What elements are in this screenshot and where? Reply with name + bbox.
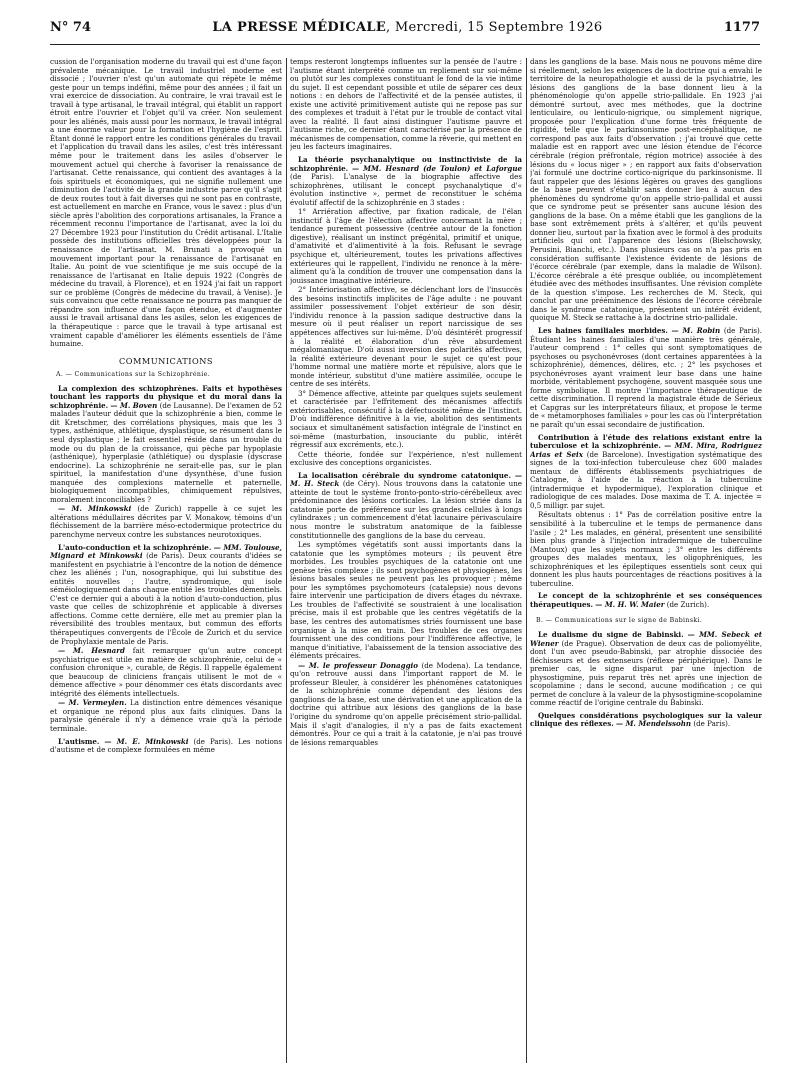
abstract-title: Le dualisme du signe de Babinski. [538, 630, 684, 639]
abstract-title: Contribution à l'étude des relations existant entre la tuberculose et la schizophrénie. [530, 432, 762, 451]
issue-number: N° 74 [50, 20, 91, 35]
abstract-paragraph [290, 662, 522, 747]
abstract-author: — M. Hesnard [58, 646, 125, 656]
abstract-paragraph [530, 712, 762, 729]
subsection-heading: B. — Communications sur le signe de Babinski. [536, 617, 703, 625]
abstract-author: — M. Mendelssohn [616, 719, 692, 729]
column-divider [286, 58, 287, 1063]
issue-date: Mercredi, 15 Septembre 1926 [394, 20, 603, 35]
abstract-text: (de Paris). Deux courants d'idées se manifestent en psychiatrie à l'encontre de la notion de démence chez les aliénés ; l'un, nosographique, qui lui substitue des entités nouvelles ; l'autre, syndromique, qui isole séméiologiquement dans chaque entité les troubles démentiels. C'est ce dernier qui a abouti à la notion d'auto-conduction, plus vaste que celles de schizophrénie et applicable à diverses affections. Comme cette dernière, elle met au premier plan la réversibilité des troubles mentaux, but commun des efforts thérapeutiques convergents de l'École de Zurich et du service de Prophylaxie mentale de Paris. [50, 551, 282, 646]
stage-paragraph: 2° Intériorisation affective, se déclenchant lors de l'insuccès des besoins instinctifs implicites de l'âge adulte : ne pouvant assimiler possessivement l'objet extérieur de son désir, l'individu renonce à la passion sadique destructive dans la mesure où il peut réaliser un report narcissique de ses appétences affectives sur lui-même. D'où désintérêt progressif à la réalité et élaboration d'un rêve absurdement mégalomaniaque. D'où aussi inversion des polarités affectives, la réalité extérieure devenant pour le sujet ce qu'est pour l'homme normal une matière morte et répulsive, alors que le monde intérieur, substitut d'une matière assimilée, occupe le centre de ses intérêts. [290, 285, 522, 389]
abstract-author: — M. Robin [671, 325, 721, 335]
abstract-paragraph [530, 592, 762, 609]
abstract-paragraph [50, 699, 282, 733]
page-header [50, 20, 760, 45]
conclusion-paragraph: Cette théorie, fondée sur l'expérience, n'est nullement exclusive des conceptions organicistes. [290, 449, 522, 468]
abstract-author: — M. Minkowski [58, 504, 132, 514]
subsection-heading: A. — Communications sur la Schizophrénie. [56, 371, 211, 379]
abstract-text: (de Zurich). [666, 599, 710, 609]
abstract-text: (de Paris). Étudiant les haines familiales d'une manière très générale, l'auteur comprend : 1° celles qui sont symptomatiques de psychoses ou psychonévroses (dont certaines apparentées à la schizophrénie), démences, délires, etc. ; 2° les psychoses et psychonévroses ayant vraiment leur base dans une haine morbide, véritablement psychogène, souvent masquée sous une forme symbolique. Il montre l'importance thérapeutique de cette discrimination. Il reprend la magistrale étude de Sérieux et Capgras sur les interprétateurs filiaux, et propose le terme de « métamorphoses familiales » pour les cas où l'interprétation ne paraît qu'un essai secondaire de justification. [530, 325, 762, 429]
abstract-author: — M. E. Minkowski [104, 736, 189, 746]
abstract-author: — MM. Mira, Rodriguez Arias et Seix [530, 441, 762, 459]
abstract-text: (de Modena). La tendance, qu'on retrouve aussi dans l'important rapport de M. le professeur Bleuler, à considérer les phénomènes catatoniques de la schizophrénie comme dépendant des lésions des ganglions de la base, est une dérivation et une application de la doctrine qui attribue aux lésions des ganglions de la base l'origine du syndrome qu'on appelle précisément strio-pallidal. Mais il s'agit d'analogies, il n'y a pas de faits exactement démontrés. Pour ce qui a trait à la catatonie, je n'ai pas trouvé de lésions remarquables [290, 660, 522, 747]
abstract-title: Les haines familiales morbides. [538, 325, 668, 335]
abstract-paragraph [530, 631, 762, 708]
abstract-text: (de Paris). [693, 719, 731, 729]
abstract-paragraph: Les symptômes végétatifs sont aussi importants dans la catatonie que les symptômes moteurs ; ils peuvent être morbides. Les troubles psychiques de la catatonie ont une genèse très complexe ; ils sont psychogènes et physiogènes, les lésions basales seules ne peuvent pas les provoquer ; même pour les symptômes psychomoteurs (catalepsie) nous devons faire intervenir une participation de divers étages du névraxe. Les troubles de l'affectivité se soustraient à une localisation précise, mais il est probable que les centres végétatifs de la base, les centres des automatismes striés fournissent une base organique à la mise en train. Des troubles de ces organes fournissent une des conditions pour l'indifférence affective, le manque d'initiative, l'abaissement de la tension associative des éléments précaires. [290, 540, 522, 661]
journal-title-line: LA PRESSE MÉDICALE, Mercredi, 15 Septembre 1926 [212, 20, 603, 35]
abstract-author: — M. H. Steck [290, 470, 522, 489]
page-number: 1177 [723, 20, 760, 35]
abstract-text: (de Céry). Nous trouvons dans la catatonie une atteinte de tout le système fronto-ponto-strio-cérébelleux avec prédominance des lésions corticales. La lésion striée dans la catatonie porte de préférence sur les grandes cellules à longs cylindraxes ; un commencement d'état lacunaire périvasculaire nous montre le substratum anatomique de la faiblesse constitutionnelle des ganglions de la base du cerveau. [290, 479, 522, 540]
article-continuation: dans les ganglions de la base. Mais nous ne pouvons même dire si réellement, selon les exigences de la doctrine qui a envahi le territoire de la neuropathologie et aussi de la psychiatrie, les lésions des ganglions de la base donnent lieu à la phénoménologie qu'on appelle strio-pallidale. En 1923 j'ai démontré surtout, avec mes méthodes, que la doctrine lenticulaire, ou lenticulo-nigrique, ou simplement nigrique, proposée pour l'explication d'une forme très fréquente de rigidité, telle que le parkinsonisme post-encéphalitique, ne correspond pas aux faits d'observation ; j'ai trouvé que cette maladie est en rapport avec une lésion étendue de l'écorce cérébrale (région préfrontale, région motrice) associée à des lésions du « locus niger » ; en rapport aux faits d'observation j'ai formulé une doctrine cortico-nigrique du parkinsonisme. Il faut rappeler que des lésions légères ou graves des ganglions de la base peuvent s'établir sans donner lieu à aucun des phénomènes du syndrome qu'on appelle strio-pallidal et aussi que ce syndrome peut se présenter sans aucune lésion des ganglions de la base. On a même établi que les ganglions de la base sont extrêmement prêts à s'altérer, et qu'ils peuvent donner lieu, surtout par la fixation avec le formol à des produits artificiels qui ont l'apparence des lésions (Bielschowsky, Perusini, Bianchi, etc.). Dans plusieurs cas on n'a pas pris en considération suffisante l'existence évidente de lésions de l'écorce cérébrale (par exemple, dans la maladie de Wilson). L'écorce cérébrale a été presque oubliée, ou incomplètement étudiée avec des méthodes insuffisantes. Une révision complète de la question s'impose. Les recherches de M. Steck, qui conclut par une prééminence des lésions de l'écorce cérébrale dans le syndrome catatonique, présentent un intérêt évident, quoique M. Steck se rattache à la doctrine strio-pallidale. [530, 58, 762, 323]
column-left [50, 58, 282, 1068]
abstract-paragraph [530, 327, 762, 430]
column-middle [290, 58, 522, 1068]
abstract-text: fait remarquer qu'un autre concept psychiatrique est utile en matière de schizophrénie, celui de « confusion chronique », curable, de Régis. Il rappelle également que beaucoup de cliniciens français utilisent le mot de « démence affective » pour dénommer ces états discordants avec intégrité des éléments intellectuels. [50, 646, 282, 698]
abstract-text: (de Paris). Les notions d'autisme et de complexe formulées en même [50, 736, 282, 755]
abstract-title: La théorie psychanalytique ou instinctiviste de la schizophrénie. [290, 155, 522, 173]
abstract-text: (de Lausanne). De l'examen de 52 malades l'auteur déduit que la schizophrénie a bien, comme le dit Kretschmer, des corrélations physiques, mais que les 3 types, asthénique, athlétique, dysplastique, se résument dans le seul dysplastique ; le fait essentiel réside dans un trouble du mode ou du plan de la croissance, qui pèche par hypoplasie (asthénique), hyperplasie (athlétique) ou dysplasie (dyscrase endocrine). La schizophrénie ne serait-elle pas, sur le plan spirituel, la manifestation d'une dysynthèse, d'une fusion manquée des complexions maternelle et paternelle, biologiquement incompatibles, chimiquement répulsives, moralement inconciliables ? [50, 400, 282, 504]
abstract-paragraph [50, 544, 282, 647]
abstract-text: La distinction entre démences vésanique et organique ne répond plus aux faits cliniques. Dans la paralysie générale il n'y a démence vraie qu'à la période terminale. [50, 698, 282, 734]
abstract-paragraph: Résultats obtenus : 1° Pas de corrélation positive entre la sensibilité à la tuberculine et le temps de permanence dans l'asile ; 2° Les malades, en général, présentent une sensibilité bien plus grande à l'injection intradermique de tuberculine (Mantoux) que les sujets normaux ; 3° entre les différents groupes des malades mentaux, les oligophréniques, les schizophréniques et les épileptiques essentiels sont ceux qui donnent les plus hauts pourcentages de réactions positives à la tuberculine. [530, 510, 762, 588]
column-divider [526, 58, 527, 1063]
abstract-author: — M. le professeur Donaggio [298, 660, 418, 670]
abstract-author: — M. Vermeylen. [58, 698, 127, 708]
stage-paragraph: 1° Arriération affective, par fixation radicale, de l'élan instinctif à l'âge de l'élection affective concernant la mère ; tendance purement possessive (centrée autour de la fonction digestive), réalisant un instinct prégénital, primitif et unique, d'amativité et d'alimentivité à la fois. Refusant le sevrage psychique et, ultérieurement, toutes les privations affectives extérieures qui le rappellent, l'individu ne renonce à la mère-aliment qu'à la condition de trouver une compensation dans la jouissance imaginative intérieure. [290, 207, 522, 285]
abstract-paragraph [50, 647, 282, 698]
article-continuation: temps resteront longtemps influentes sur la pensée de l'autre : l'autisme étant interprété comme un repliement sur soi-même ou plutôt sur les complexes constituant le fond de la vie intime du sujet. Il est cependant possible et utile de séparer ces deux notions : en dehors de l'affectivité et de la pensée autistes, il existe une activité primitivement autiste qui ne repose pas sur des complexes et traduit à l'état pur le trouble de contact vital avec la réalité. Il faut ainsi distinguer l'autisme pauvre et l'autisme riche, ce dernier étant caractérisé par la présence de mécanismes de compensation, comme la rêverie, qui mettent en jeu les facteurs imaginaires. [290, 58, 522, 152]
article-continuation: cussion de l'organisation moderne du travail qui est d'une façon prévalente mécanique. Le travail industriel moderne est dissocié ; l'ouvrier n'est qu'un automate qui répète le même geste pour un temps indéfini, même pour des années ; il fait un vrai exercice de dissociation. Au contraire, le vrai travail est le travail à type artisanal, le travail intégral, qui établit un rapport étroit entre l'ouvrier et l'objet qu'il va créer. Non seulement pour les aliénés, mais aussi pour les normaux, le travail intégral a une énorme valeur pour la formation et l'hygiène de l'esprit. Étant donné le rapport entre les conditions générales du travail et l'application du travail dans les asiles, c'est très intéressant même pour le traitement dans les asiles d'observer le mouvement actuel qui cherche à favoriser la renaissance de l'artisanat. Cette renaissance, qui contient des avantages à la fois spirituels et économiques, qui ne signifie nullement une diminution de l'activité de la grande industrie parce qu'il s'agit de deux routes tout à fait diverses qui ne sont pas en contraste, est actuellement en marche en France, vous le savez : plus d'un siècle après l'abolition des corporations artisanales, la France a récemment reconnu l'importance de l'artisanat, avec la loi du 27 Décembre 1923 pour l'institution du Crédit artisanal. L'Italie possède des institutions officielles très développées pour la renaissance de l'artisanat. M. Brunati a provoqué un mouvement important pour la renaissance de l'artisanat en Italie. Au point de vue scientifique je me suis occupé de la renaissance de l'artisanat en Italie depuis 1922 (Congrès de médecine du travail, à Florence), et en 1924 j'ai fait un rapport sur ce problème (Congrès de médecine du travail, à Venise). Je suis convaincu que cette renaissance ne pourra pas manquer de répandre son influence d'une façon étendue, et d'augmenter aussi le travail artisanal dans les asiles, selon les exigences de la thérapeutique : parce que le travail à type artisanal est vraiment capable d'améliorer les éléments essentiels de l'âme humaine. [50, 58, 282, 349]
abstract-text: (de Zurich) rappelle à ce sujet les altérations médullaires décrites par V. Monakow, témoins d'un fléchissement de la barrière méso-ectodermique protectrice du parenchyme nerveux contre les substances neurotoxiques. [50, 504, 282, 539]
abstract-title: Quelques considérations psychologiques sur la valeur clinique des réflexes. [530, 710, 762, 729]
abstract-title: La complexion des schizophrènes. Faits et hypothèses touchant les rapports du physique et du moral dans la schizophrénie. [50, 383, 282, 410]
abstract-title: L'auto-conduction et la schizophrénie. [58, 542, 212, 552]
abstract-text: (de Prague). Observation de deux cas de poliomyélite, dont l'un avec pseudo-Babinski, par atrophie dissociée des fléchisseurs et des extenseurs (réflexe périphérique). Dans le premier cas, le signe disparut par une injection de physostigmine, puis reparut très net après une injection de scopolamine ; dans le second, aucune modification ; ce qui permet de conclure à la valeur de la physostigmine-scopolamine comme réactif de l'origine centrale du Babinski. [530, 638, 762, 708]
abstract-paragraph [50, 505, 282, 539]
abstract-title: Le concept de la schizophrénie et ses conséquences thérapeutiques. [530, 591, 762, 609]
abstract-paragraph [50, 385, 282, 505]
abstract-author: — MM. Sebeck et Wiener [530, 630, 762, 648]
stage-paragraph: 3° Démence affective, atteinte par quelques sujets seulement et caractérisée par l'effritement des mécanismes affectifs extériorisables, consécutif à la défectuosité même de l'instinct. D'où indifférence définitive à la vie, abolition des sentiments sociaux et simultanément satisfaction intégrale de l'instinct en soi-même (masturbation, insouciante du public, intérêt régressif aux excréments, etc.). [290, 388, 522, 450]
column-right [530, 58, 762, 1068]
abstract-author: — MM. Toulouse, Mignard et Minkowski [50, 542, 282, 561]
abstract-author: — MM. Hesnard (de Toulon) et Laforgue [352, 163, 522, 173]
section-heading: COMMUNICATIONS [119, 355, 213, 366]
abstract-title: L'autisme. [58, 736, 100, 746]
abstract-paragraph [50, 738, 282, 755]
abstract-paragraph [290, 156, 522, 207]
abstract-title: La localisation cérébrale du syndrome catatonique. [298, 470, 511, 480]
journal-title: LA PRESSE MÉDICALE [212, 20, 387, 35]
abstract-text: (de Paris). L'analyse de la biographie affective des schizophrènes, utilisant le concept psychanalytique d'« évolution instinctive », permet de reconstituer le schéma évolutif affectif de la schizophrénie en 3 stades : [290, 172, 522, 207]
abstract-paragraph [530, 434, 762, 511]
abstract-paragraph [290, 472, 522, 540]
abstract-author: — M. Boven [110, 400, 158, 410]
abstract-text: (de Barcelone). Investigation systématique des signes de la toxi-infection tuberculeuse chez 600 malades mentaux de différents établissements psychiatriques de Catalogne, à l'aide de la réaction à la tuberculine (intradermique et hypodermique), l'exploration clinique et radiologique de ces malades. Dose maxima de T. A. injectée = 0,5 milligr. par sujet. [530, 449, 762, 510]
abstract-author: — M. H. W. Maier [595, 599, 665, 609]
